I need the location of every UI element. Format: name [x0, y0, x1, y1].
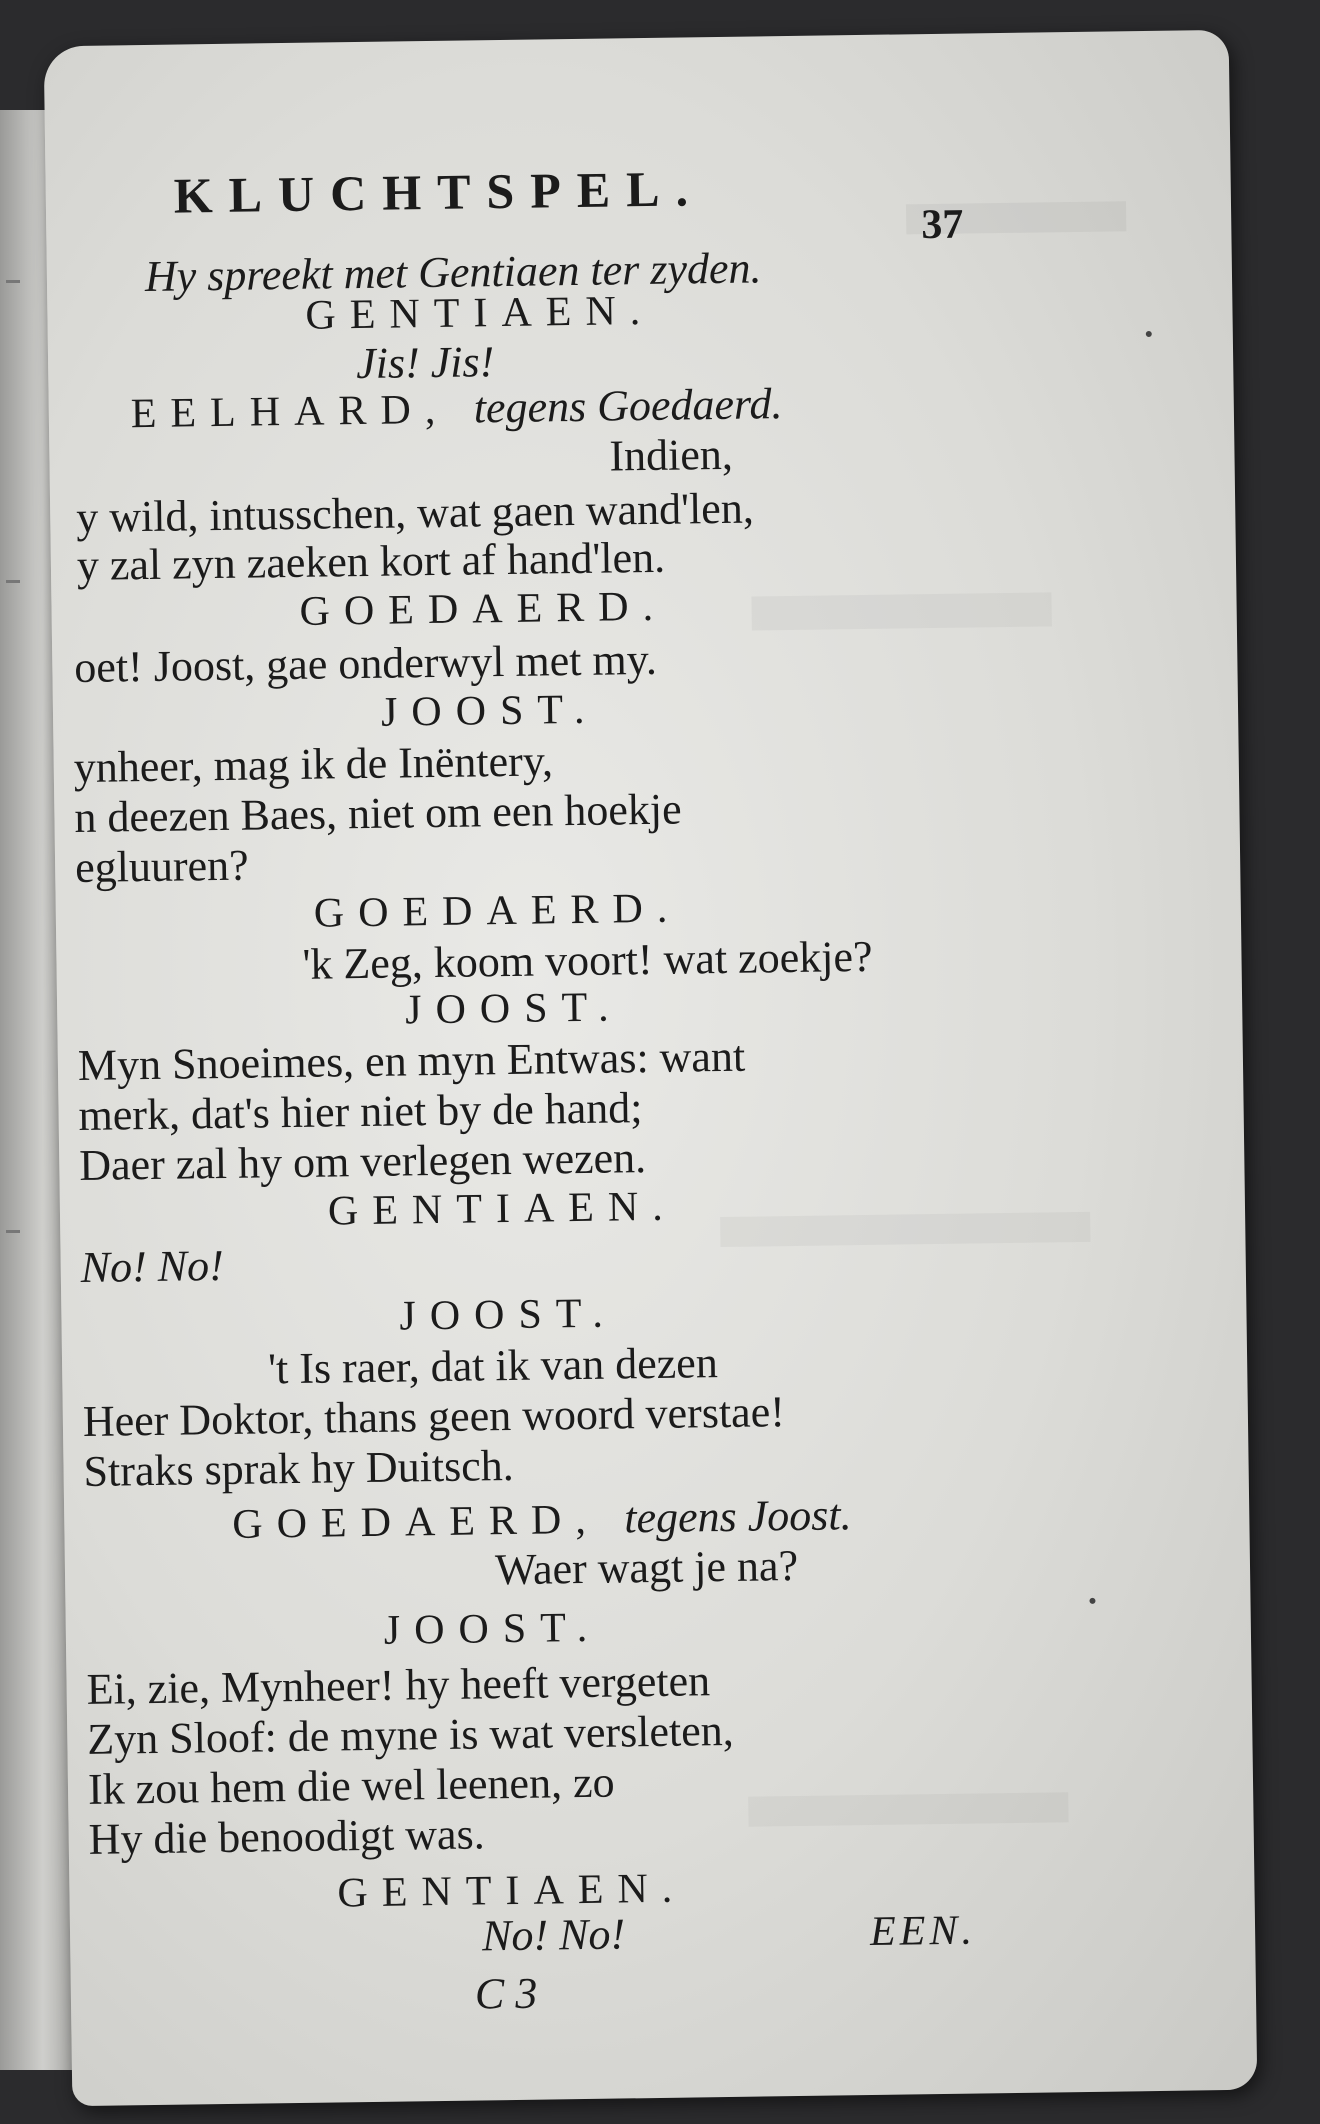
speaker-name: JOOST. [383, 1604, 602, 1654]
bleed-through [751, 592, 1051, 630]
paper-speck [1089, 1598, 1095, 1604]
signature-mark: C 3 [474, 1968, 538, 2019]
dialogue-line: No! No! [80, 1240, 225, 1292]
dialogue-line: Waer wagt je na? [494, 1540, 799, 1595]
dialogue-line: egluuren? [74, 840, 249, 893]
dialogue-line: y wild, intusschen, wat gaen wand'len, [75, 483, 755, 542]
dialogue-line: Daer zal hy om verlegen wezen. [78, 1133, 647, 1190]
dialogue-line: y zal zyn zaeken kort af hand'len. [76, 532, 666, 590]
speaker-name: GENTIAEN. [305, 287, 655, 339]
dialogue-line: Indien, [609, 429, 734, 481]
page-edge-mark [6, 280, 20, 283]
stage-direction: tegens Goedaerd. [473, 379, 783, 433]
dialogue-line: Ei, zie, Mynheer! hy heeft vergeten [86, 1656, 711, 1714]
dialogue-line: Myn Snoeimes, en myn Entwas: want [77, 1031, 746, 1090]
dialogue-line: merk, dat's hier niet by de hand; [78, 1083, 643, 1140]
speaker-name: JOOST. [380, 686, 599, 736]
dialogue-line: 'k Zeg, koom voort! wat zoekje? [302, 931, 873, 989]
speaker-name: GOEDAERD. [299, 583, 668, 635]
bleed-through [720, 1212, 1090, 1247]
dialogue-line: No! No! [481, 1909, 626, 1961]
stage-direction: Hy spreekt met Gentiaen ter zyden. [144, 243, 762, 301]
speaker-name: EELHARD, [130, 386, 475, 438]
bleed-through [748, 1792, 1068, 1826]
running-header: KLUCHTSPEL. [173, 160, 705, 224]
dialogue-line: oet! Joost, gae onderwyl met my. [74, 634, 658, 693]
speaker-name: GOEDAERD. [313, 885, 682, 937]
dialogue-line: Ik zou hem die wel leenen, zo [87, 1757, 615, 1814]
dialogue-line: ynheer, mag ik de Inëntery, [73, 736, 554, 793]
page-number: 37 [920, 201, 964, 249]
catchword: EEN. [869, 1907, 977, 1956]
dialogue-line: 't Is raer, dat ik van dezen [267, 1338, 719, 1394]
speaker-name: JOOST. [404, 984, 623, 1034]
dialogue-line: Hy die benoodigt was. [88, 1809, 485, 1864]
page-edge-mark [6, 1230, 20, 1233]
dialogue-line: Straks sprak hy Duitsch. [83, 1440, 515, 1496]
stage-direction: tegens Joost. [623, 1490, 852, 1543]
page-edge-mark [6, 580, 20, 583]
dialogue-line: n deezen Baes, niet om een hoekje [74, 784, 682, 843]
book-page [44, 30, 1258, 2106]
speaker-name: JOOST. [399, 1290, 618, 1340]
dialogue-line: Jis! Jis! [355, 337, 495, 389]
speaker-name: GENTIAEN. [337, 1865, 687, 1917]
speaker-line [130, 379, 783, 438]
speaker-name: GOEDAERD, [232, 1496, 625, 1548]
speaker-name: GENTIAEN. [327, 1183, 678, 1235]
dialogue-line: Zyn Sloof: de myne is wat versleten, [86, 1705, 735, 1764]
speaker-line [232, 1490, 852, 1548]
dialogue-line: Heer Doktor, thans geen woord verstae! [82, 1387, 786, 1446]
paper-speck [1146, 331, 1152, 337]
